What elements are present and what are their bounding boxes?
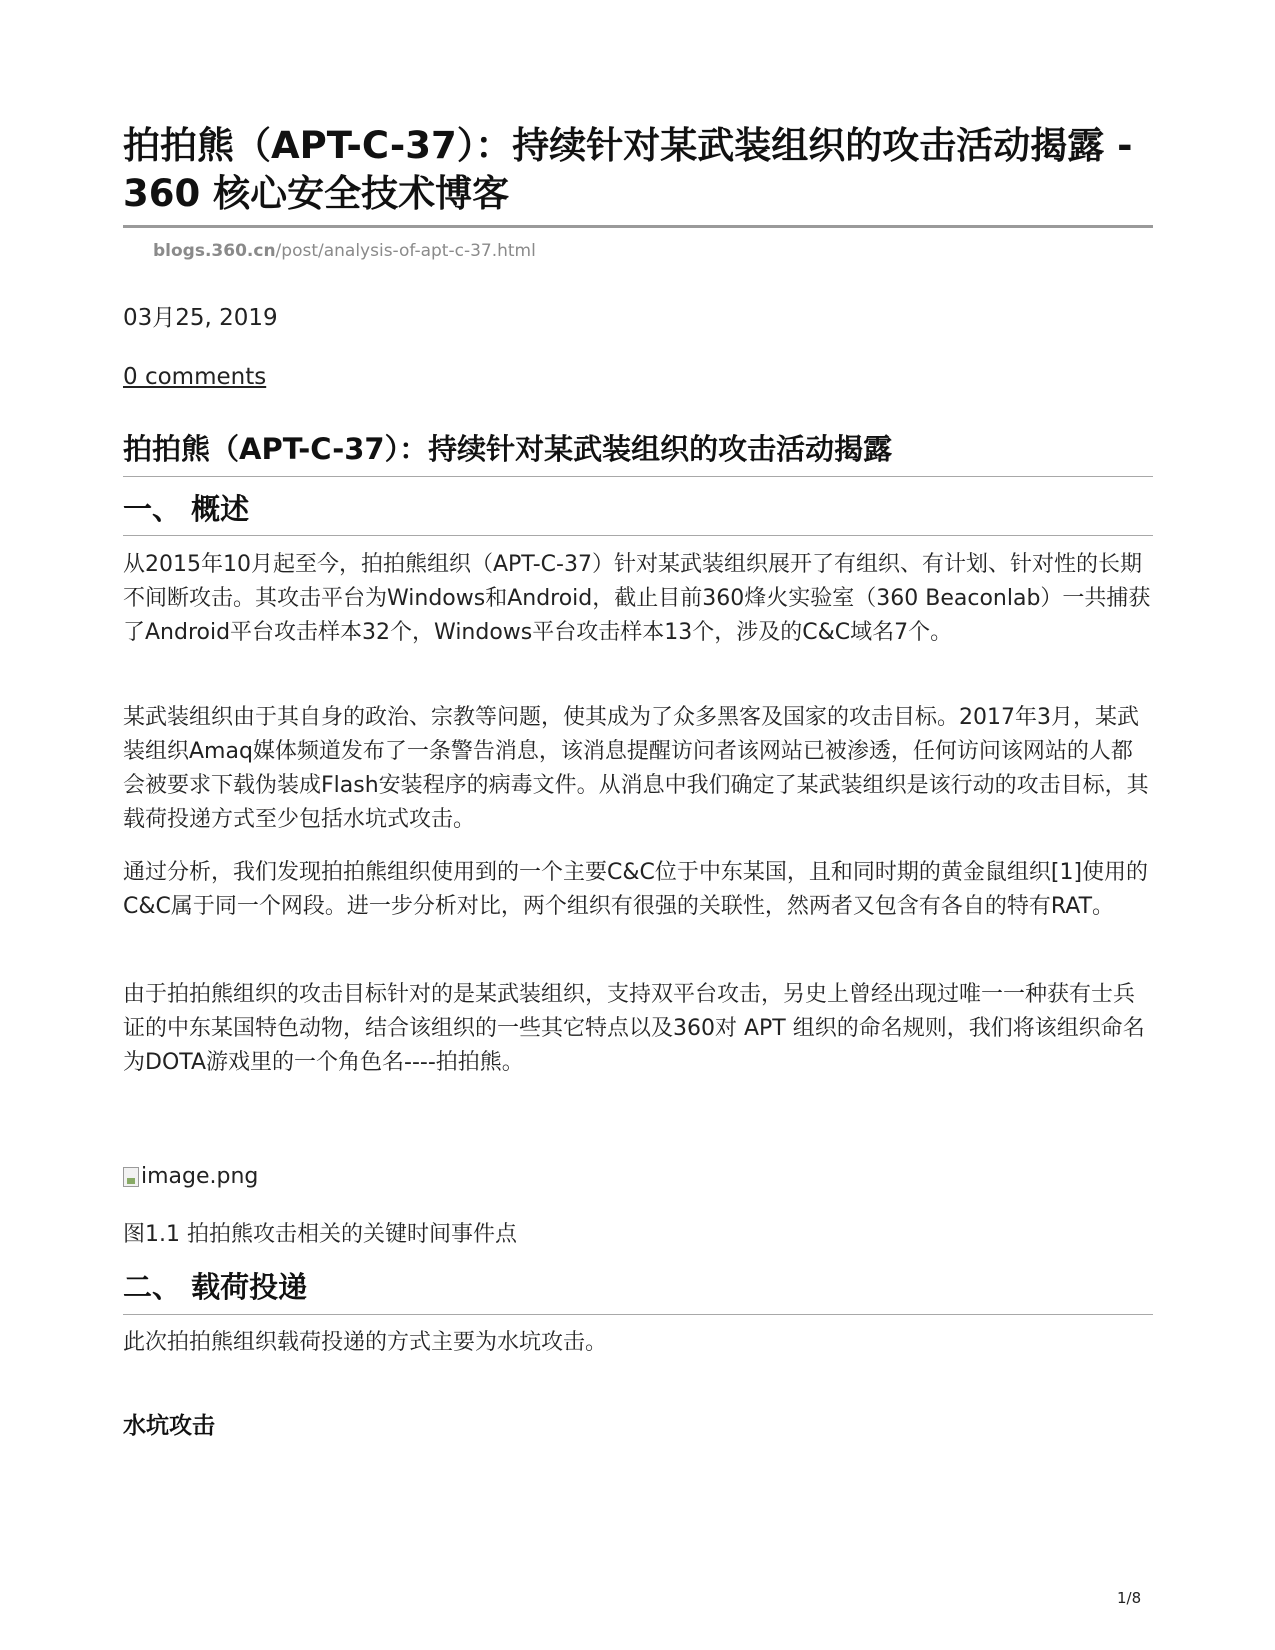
subheading-watering-hole: 水坑攻击 [123,1413,215,1439]
section-heading-payload-delivery: 二、 载荷投递 [123,1270,308,1304]
title-divider [123,225,1153,228]
figure-caption: 图1.1 拍拍熊攻击相关的关键时间事件点 [123,1222,517,1247]
post-date: 03月25, 2019 [123,305,278,331]
broken-image [123,1160,258,1194]
overview-paragraph-1: 从2015年10月起至今，拍拍熊组织（APT-C-37）针对某武装组织展开了有组织、有计划、针对性的长期不间断攻击。其攻击平台为Windows和Android，截止目前360烽火实验室（360 Beaconlab）一共捕获了Android平台攻击样本32个，Windows平台攻击样本13个，涉及的C&C域名7个。 [123,552,1151,645]
overview-paragraph-4: 由于拍拍熊组织的攻击目标针对的是某武装组织，支持双平台攻击，另史上曾经出现过唯一一种获有士兵证的中东某国特色动物，结合该组织的一些其它特点以及360对 APT 组织的命名规则，我们将该组织命名为DOTA游戏里的一个角色名----拍拍熊。 [123,982,1145,1075]
page-number: 1/8 [1117,1589,1142,1607]
article-title-divider [123,476,1153,477]
overview-paragraph-2: 某武装组织由于其自身的政治、宗教等问题，使其成为了众多黑客及国家的攻击目标。2017年3月，某武装组织Amaq媒体频道发布了一条警告消息，该消息提醒访问者该网站已被渗透，任何访问该网站的人都会被要求下载伪装成Flash安装程序的病毒文件。从消息中我们确定了某武装组织是该行动的攻击目标，其载荷投递方式至少包括水坑式攻击。 [123,705,1149,832]
comments-link[interactable]: 0 comments [123,364,267,390]
overview-paragraph-3: 通过分析，我们发现拍拍熊组织使用到的一个主要C&C位于中东某国，且和同时期的黄金鼠组织[1]使用的C&C属于同一个网段。进一步分析对比，两个组织有很强的关联性，然两者又包含有各自的特有RAT。 [123,860,1149,919]
source-url-host: blogs.360.cn [153,241,276,261]
payload-delivery-paragraph: 此次拍拍熊组织载荷投递的方式主要为水坑攻击。 [123,1330,608,1355]
page-title: 拍拍熊（APT-C-37）：持续针对某武装组织的攻击活动揭露 - 360 核心安全技术博客 [123,124,1133,215]
source-url-path: /post/analysis-of-apt-c-37.html [275,241,536,261]
section-heading-overview: 一、 概述 [123,492,250,526]
article-title: 拍拍熊（APT-C-37）：持续针对某武装组织的攻击活动揭露 [123,432,893,466]
broken-image-icon [123,1167,139,1187]
source-url[interactable] [153,240,536,262]
image-alt-text: image.png [141,1164,259,1189]
section-payload-divider [123,1314,1153,1315]
section-overview-divider [123,535,1153,536]
